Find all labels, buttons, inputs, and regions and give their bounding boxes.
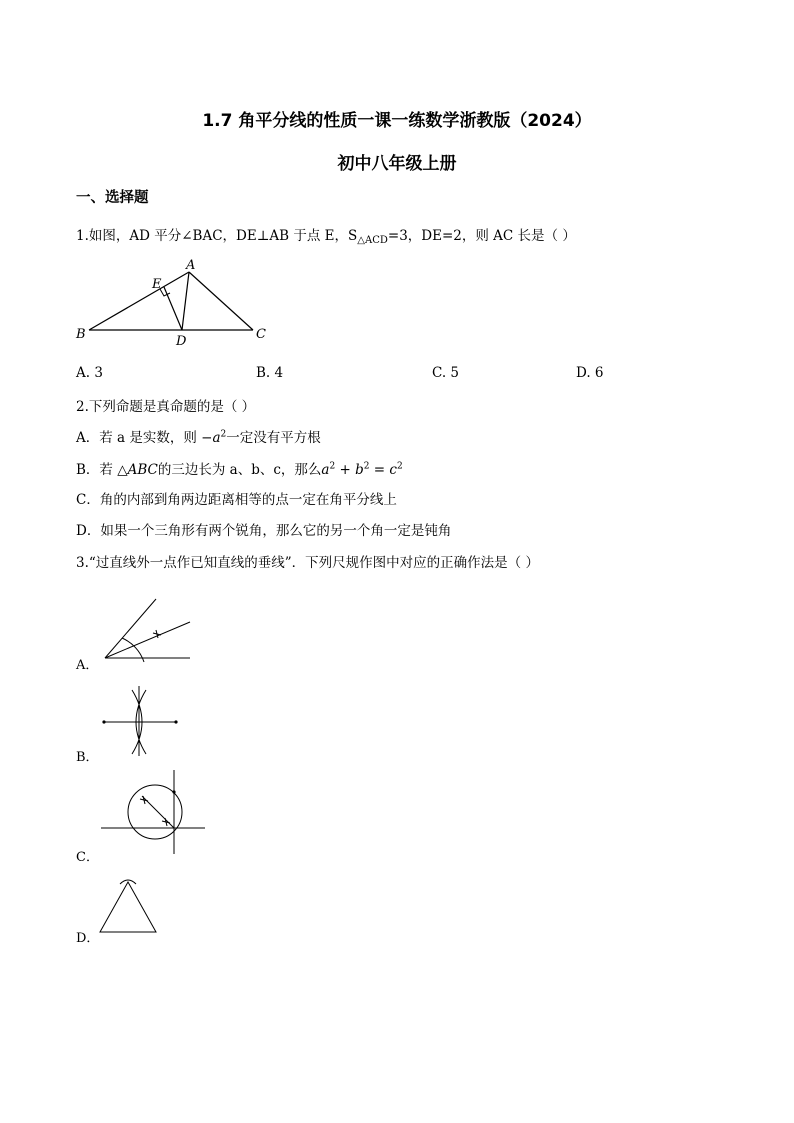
segment-ba	[89, 272, 189, 330]
q2b-mid: 的三边长为 a、b、c，那么	[157, 462, 322, 478]
q3-option-b-label[interactable]: B．	[76, 750, 99, 765]
q3-option-c-label[interactable]: C．	[76, 850, 99, 865]
page-title: 1.7 角平分线的性质一课一练数学浙教版（2024）	[202, 111, 592, 131]
q2a-math: −a	[201, 430, 221, 446]
q3-option-c-figure	[100, 768, 210, 858]
q2a-suffix: 一定没有平方根	[226, 430, 321, 446]
q1-option-a[interactable]: A. 3	[76, 365, 103, 381]
segment-ad	[182, 272, 189, 330]
q2b-sup-1: 2	[329, 461, 336, 472]
q2-option-c[interactable]: C．角的内部到角两边距离相等的点一定在角平分线上	[76, 492, 397, 508]
label-b: B	[76, 327, 86, 342]
q2a-prefix: A．若 a 是实数，则	[76, 430, 202, 446]
q1-option-b[interactable]: B. 4	[256, 365, 284, 381]
q2b-prefix: B．若 △	[76, 462, 128, 478]
fig-b-point-right	[174, 720, 177, 723]
q2b-eq: =	[369, 462, 390, 478]
label-e: E	[152, 277, 162, 292]
q2b-math-abc: ABC	[127, 462, 158, 478]
question-3-stem: 3.“过直线外一点作已知直线的垂线”．下列尺规作图中对应的正确作法是（ ）	[76, 555, 539, 571]
fig-a-bisector	[105, 622, 190, 658]
q2a-sup: 2	[220, 429, 227, 440]
q1-text-before: 1.如图，AD 平分∠BAC，DE⊥AB 于点 E，S	[76, 228, 358, 244]
q2-option-d[interactable]: D．如果一个三角形有两个锐角，那么它的另一个角一定是钝角	[76, 523, 452, 539]
q2b-math-a: a	[321, 462, 330, 478]
section-heading: 一、选择题	[76, 190, 149, 206]
q2b-sup-3: 2	[396, 461, 403, 472]
question-2-stem: 2.下列命题是真命题的是（ ）	[76, 399, 256, 415]
q3-option-a-label[interactable]: A．	[76, 658, 99, 673]
label-c: C	[256, 327, 266, 342]
label-d: D	[176, 334, 187, 349]
segment-de	[164, 287, 182, 330]
q2-option-a[interactable]	[76, 426, 321, 446]
q3-option-a-figure	[100, 596, 200, 671]
q1-option-d[interactable]: D. 6	[576, 365, 604, 381]
q3-option-d-label[interactable]: D．	[76, 931, 100, 946]
q3-option-b-figure	[100, 682, 190, 762]
q2b-math-b: b	[355, 462, 364, 478]
q2-option-b[interactable]	[76, 458, 403, 478]
page-subtitle: 初中八年级上册	[337, 154, 457, 174]
label-a: A	[186, 258, 196, 273]
q2b-plus: +	[335, 462, 356, 478]
question-1-stem	[76, 224, 576, 246]
q2b-sup-2: 2	[363, 461, 370, 472]
q1-triangle-figure	[76, 258, 276, 348]
q2b-math-c: c	[389, 462, 397, 478]
fig-b-point-left	[102, 720, 105, 723]
fig-c-point	[172, 790, 175, 793]
q1-option-c[interactable]: C. 5	[432, 365, 460, 381]
q1-subscript: △ACD	[357, 235, 388, 246]
fig-a-upper-ray	[105, 599, 156, 658]
segment-ac	[189, 272, 253, 330]
fig-d-triangle	[100, 882, 156, 932]
q1-text-after: =3，DE=2，则 AC 长是（ ）	[387, 228, 576, 244]
q3-option-d-figure	[96, 874, 166, 939]
